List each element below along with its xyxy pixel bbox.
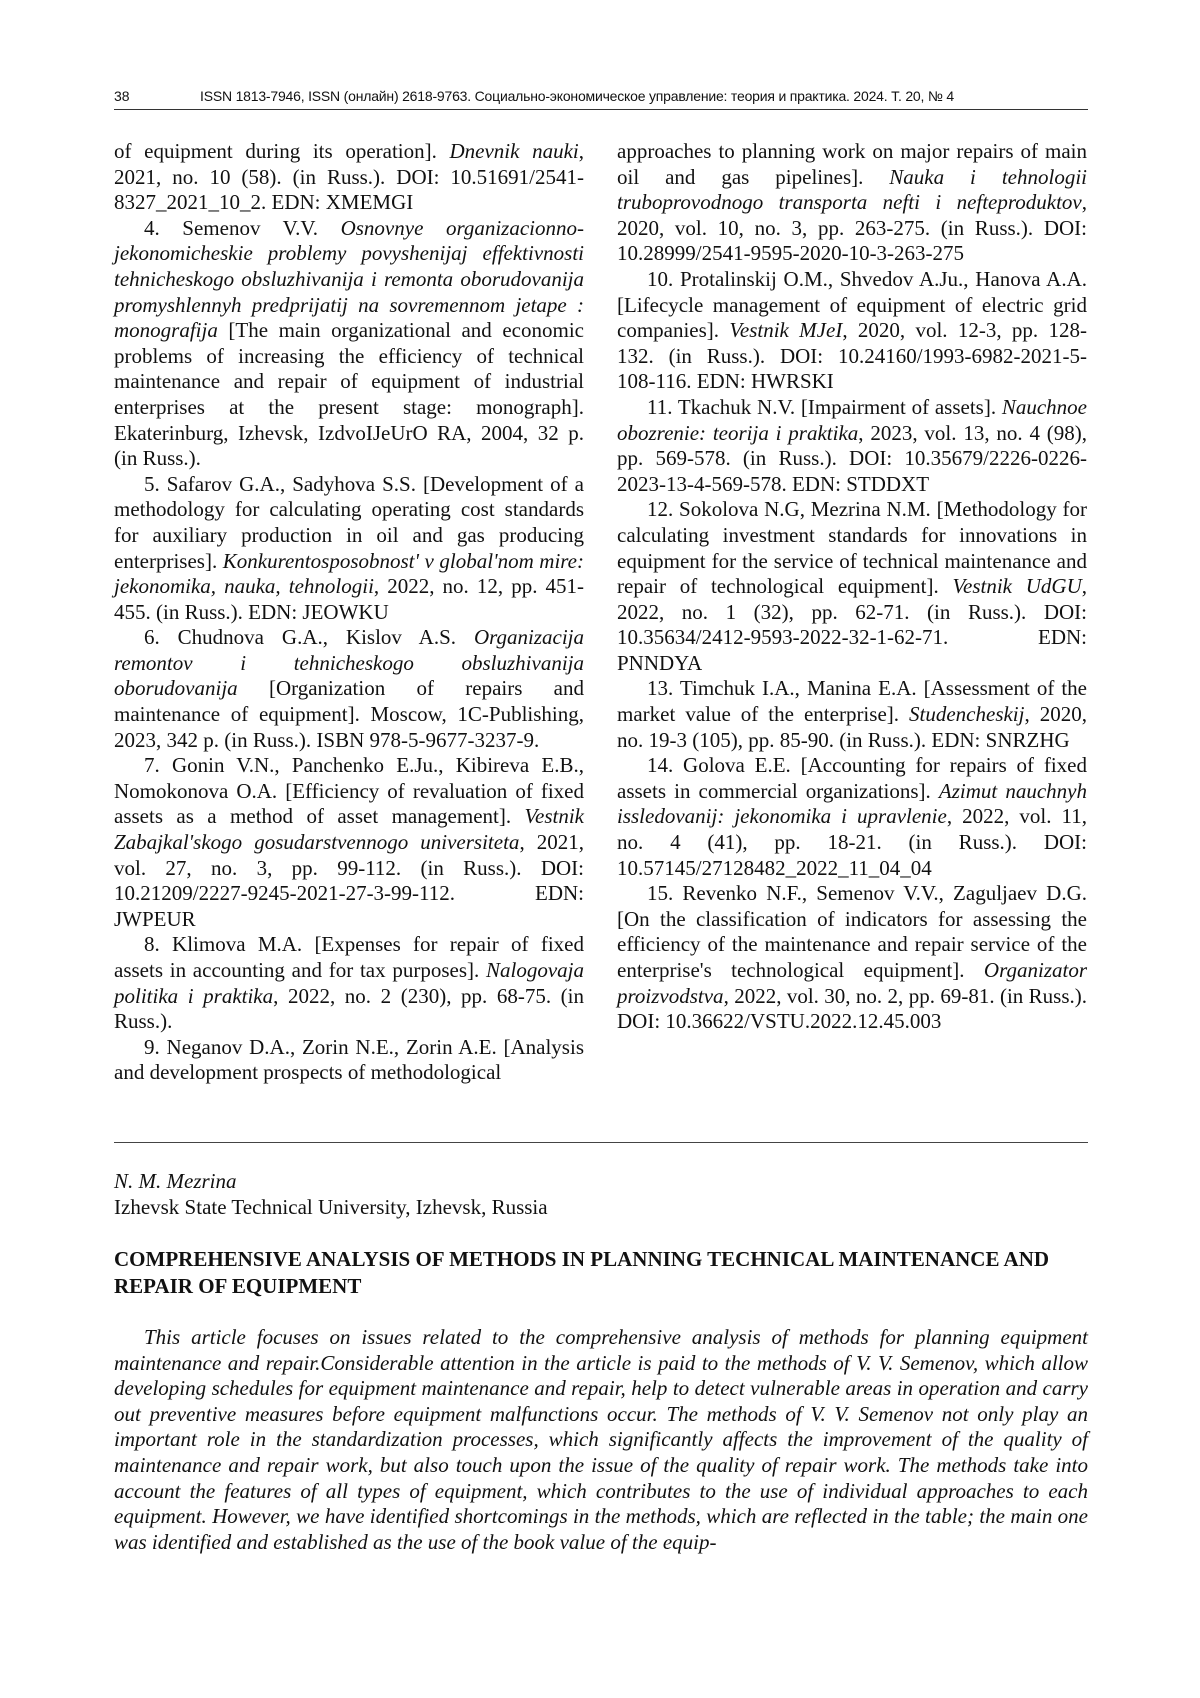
journal-info: ISSN 1813-7946, ISSN (онлайн) 2618-9763. Социально-экономическое управление: теория и практика. 2024. Т. 20, № 4 [200, 88, 954, 104]
author-affiliation: Izhevsk State Technical University, Izhevsk, Russia [114, 1195, 548, 1219]
article-abstract: This article focuses on issues related to the comprehensive analysis of methods for planning equipment maintenance and repair.Considerable attention in the article is paid to the methods of V. V. Semenov, which allow developing schedules for equipment maintenance and repair, help to detect vulnerable areas in operation and carry out preventive measures before equipment malfunctions occur. The methods of V. V. Semenov not only play an important role in the standardization processes, which significantly affects the improvement of the quality of maintenance and repair work, but also touch upon the issue of the quality of repair work. The methods take into account the features of all types of equipment, which contributes to the use of individual approaches to each equipment. However, we have identified shortcomings in the methods, which are reflected in the table; the main one was identified and established as the use of the book value of the equip- [114, 1325, 1088, 1554]
reference-item: 5. Safarov G.A., Sadyhova S.S. [Development of a methodology for calculating operating cost standards for auxiliary production in oil and gas producing enterprises]. Konkurentosposobnost' v global'nom mire: jekonomika, nauka, tehnologii, 2022, no. 12, pp. 451-455. (in Russ.). EDN: JEOWKU [114, 471, 584, 624]
article-title: COMPREHENSIVE ANALYSIS OF METHODS IN PLANNING TECHNICAL MAINTENANCE AND REPAIR OF EQUIPMENT [114, 1247, 1050, 1298]
reference-item: 14. Golova E.E. [Accounting for repairs of fixed assets in commercial organizations]. Azimut nauchnyh issledovanij: jekonomika i upravlenie, 2022, vol. 11, no. 4 (41), pp. 18-21. (in Russ.). DOI: 10.57145/27128482_2022_11_04_04 [617, 753, 1087, 880]
reference-item: 8. Klimova M.A. [Expenses for repair of fixed assets in accounting and for tax purposes]. Nalogovaja politika i praktika, 2022, no. 2 (230), pp. 68-75. (in Russ.). [114, 932, 584, 1034]
reference-item: 11. Tkachuk N.V. [Impairment of assets]. Nauchnoe obozrenie: teorija i praktika, 2023, vol. 13, no. 4 (98), pp. 569-578. (in Russ.). DOI: 10.35679/2226-0226-2023-13-4-569-578. EDN: STDDXT [617, 394, 1087, 496]
reference-item: approaches to planning work on major repairs of main oil and gas pipelines]. Nauka i tehnologii truboprovodnogo transporta nefti i nefteproduktov, 2020, vol. 10, no. 3, pp. 263-275. (in Russ.). DOI: 10.28999/2541-9595-2020-10-3-263-275 [617, 139, 1087, 266]
page-number: 38 [114, 88, 130, 104]
running-header [114, 87, 1088, 110]
reference-item: 9. Neganov D.A., Zorin N.E., Zorin A.E. [Analysis and development prospects of methodological [114, 1034, 584, 1085]
reference-item: 15. Revenko N.F., Semenov V.V., Zaguljaev D.G. [On the classification of indicators for assessing the efficiency of the maintenance and repair service of the enterprise's technological equipment]. Organizator proizvodstva, 2022, vol. 30, no. 2, pp. 69-81. (in Russ.). DOI: 10.36622/VSTU.2022.12.45.003 [617, 881, 1087, 1034]
reference-item: 6. Chudnova G.A., Kislov A.S. Organizacija remontov i tehnicheskogo obsluzhivanija oborudovanija [Organization of repairs and maintenance of equipment]. Moscow, 1C-Publishing, 2023, 342 p. (in Russ.). ISBN 978-5-9677-3237-9. [114, 625, 584, 752]
reference-item: 13. Timchuk I.A., Manina E.A. [Assessment of the market value of the enterprise]. Studencheskij, 2020, no. 19-3 (105), pp. 85-90. (in Russ.). EDN: SNRZHG [617, 676, 1087, 752]
reference-item: 4. Semenov V.V. Osnovnye organizacionno-jekonomicheskie problemy povyshenijaj effektivnosti tehnicheskogo obsluzhivanija i remonta oborudovanija promyshlennyh predprijatij na sovremennom jetape : monografija [The main organizational and economic problems of increasing the efficiency of technical maintenance and repair of equipment of industrial enterprises at the present stage: monograph]. Ekaterinburg, Izhevsk, IzdvoIJeUrO RA, 2004, 32 p. (in Russ.). [114, 215, 584, 471]
reference-item: 10. Protalinskij O.M., Shvedov A.Ju., Hanova A.A. [Lifecycle management of equipment of electric grid companies]. Vestnik MJeI, 2020, vol. 12-3, pp. 128-132. (in Russ.). DOI: 10.24160/1993-6982-2021-5-108-116. EDN: HWRSKI [617, 266, 1087, 394]
section-divider [114, 1142, 1088, 1143]
reference-item: 12. Sokolova N.G, Mezrina N.M. [Methodology for calculating investment standards for innovations in equipment for the service of technical maintenance and repair of technological equipment]. Vestnik UdGU, 2022, no. 1 (32), pp. 62-71. (in Russ.). DOI: 10.35634/2412-9593-2022-32-1-62-71. EDN: PNNDYA [617, 497, 1088, 675]
author-name: N. M. Mezrina [114, 1169, 237, 1193]
reference-item: 7. Gonin V.N., Panchenko E.Ju., Kibireva E.B., Nomokonova O.A. [Efficiency of revaluation of fixed assets as a method of asset management]. Vestnik Zabajkal'skogo gosudarstvennogo universiteta, 2021, vol. 27, no. 3, pp. 99-112. (in Russ.). DOI: 10.21209/2227-9245-2021-27-3-99-112. EDN: JWPEUR [114, 753, 585, 931]
right-column-references [617, 139, 1087, 1035]
reference-item: of equipment during its operation]. Dnevnik nauki, 2021, no. 10 (58). (in Russ.). DOI: 10.51691/2541-8327_2021_10_2. EDN: XMEMGI [114, 139, 584, 215]
left-column-references [114, 139, 584, 1086]
